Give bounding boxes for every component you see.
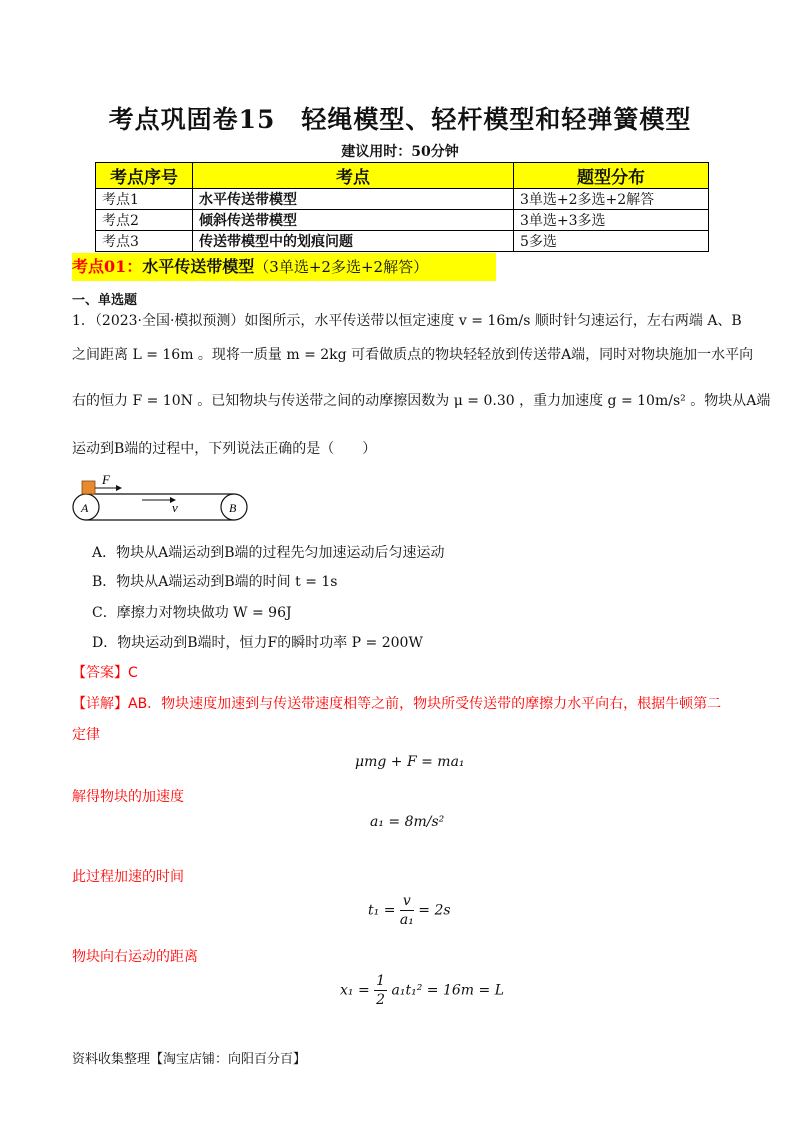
section-name: 水平传送带模型 [142,257,255,276]
page-title: 考点巩固卷15 轻绳模型、轻杆模型和轻弹簧模型 [108,105,692,134]
question-line: 1．（2023·全国·模拟预测）如图所示，水平传送带以恒定速度 v = 16m/s 顺时针匀速运行，左右两端 A、B [72,313,742,329]
equation-acceleration: a₁ = 8m/s² [370,814,445,830]
table-cell: 传送带模型中的划痕问题 [193,231,514,252]
eq-dist-fraction [374,972,387,1009]
table-cell: 考点3 [96,231,193,252]
conveyor-figure [72,474,252,524]
question-type-heading: 一、单选题 [72,293,138,308]
eq-time-rhs: = 2s [418,902,451,919]
question-line: 之间距离 L = 16m 。现将一质量 m = 2kg 可看做质点的物块轻轻放到传送带A端，同时对物块施加一水平向 [72,347,754,363]
table-cell: 倾斜传送带模型 [193,210,514,231]
table-cell: 3单选+3多选 [514,210,709,231]
eq-time-lhs: t₁ = [368,902,396,919]
suggested-time: 建议用时：50分钟 [341,144,459,160]
section-distribution: （3单选+2多选+2解答） [254,258,429,276]
eq-dist-numerator: 1 [376,973,386,989]
answer: 【答案】C [72,665,138,681]
table-row [96,231,709,252]
table-header: 考点序号 [96,163,193,189]
eq-dist-lhs: x₁ = [340,982,370,999]
question-line: 运动到B端的过程中，下列说法正确的是（ ） [72,441,377,457]
option-d: D．物块运动到B端时，恒力F的瞬时功率 P = 200W [92,635,423,651]
eq-time-numerator: v [400,892,414,911]
footer-source: 资料收集整理【淘宝店铺：向阳百分百】 [72,1052,307,1067]
wheel-label-b: B [229,501,237,515]
eq-time-denominator: a₁ [399,912,414,928]
table-cell: 考点1 [96,189,193,210]
table-header: 考点 [193,163,514,189]
section-heading [72,253,496,281]
equation-time [368,892,451,929]
explanation-line: 【详解】AB．物块速度加速到与传送带速度相等之前，物块所受传送带的摩擦力水平向右，根据牛顿第二 [72,696,722,712]
explanation-line: 定律 [72,727,100,743]
eq-dist-rhs: a₁t₁² = 16m = L [391,982,504,999]
eq-time-fraction [400,892,414,929]
table-header-row [96,163,709,189]
wheel-label-a: A [81,501,89,515]
table-header: 题型分布 [514,163,709,189]
table-row [96,210,709,231]
equation-distance [340,972,504,1009]
section-label: 考点01： [72,257,143,276]
explanation-step: 此过程加速的时间 [72,869,184,885]
block [82,481,95,494]
table-cell: 5多选 [514,231,709,252]
force-label: F [102,474,110,487]
table-cell: 3单选+2多选+2解答 [514,189,709,210]
equation-newton: μmg + F = ma₁ [355,754,465,770]
explanation-step: 解得物块的加速度 [72,789,184,805]
velocity-label: v [172,500,178,515]
option-a: A．物块从A端运动到B端的过程先匀加速运动后匀速运动 [92,545,445,561]
table-cell: 水平传送带模型 [193,189,514,210]
eq-dist-denominator: 2 [376,992,386,1008]
question-line: 右的恒力 F = 10N 。已知物块与传送带之间的动摩擦因数为 μ = 0.30 ，重力加速度 g = 10m/s² 。物块从A端 [72,393,771,409]
table-cell: 考点2 [96,210,193,231]
table-row [96,189,709,210]
summary-table [95,162,709,252]
force-arrowhead [116,485,122,491]
option-c: C．摩擦力对物块做功 W = 96J [92,605,292,621]
option-b: B．物块从A端运动到B端的时间 t = 1s [92,574,338,590]
explanation-step: 物块向右运动的距离 [72,949,198,965]
